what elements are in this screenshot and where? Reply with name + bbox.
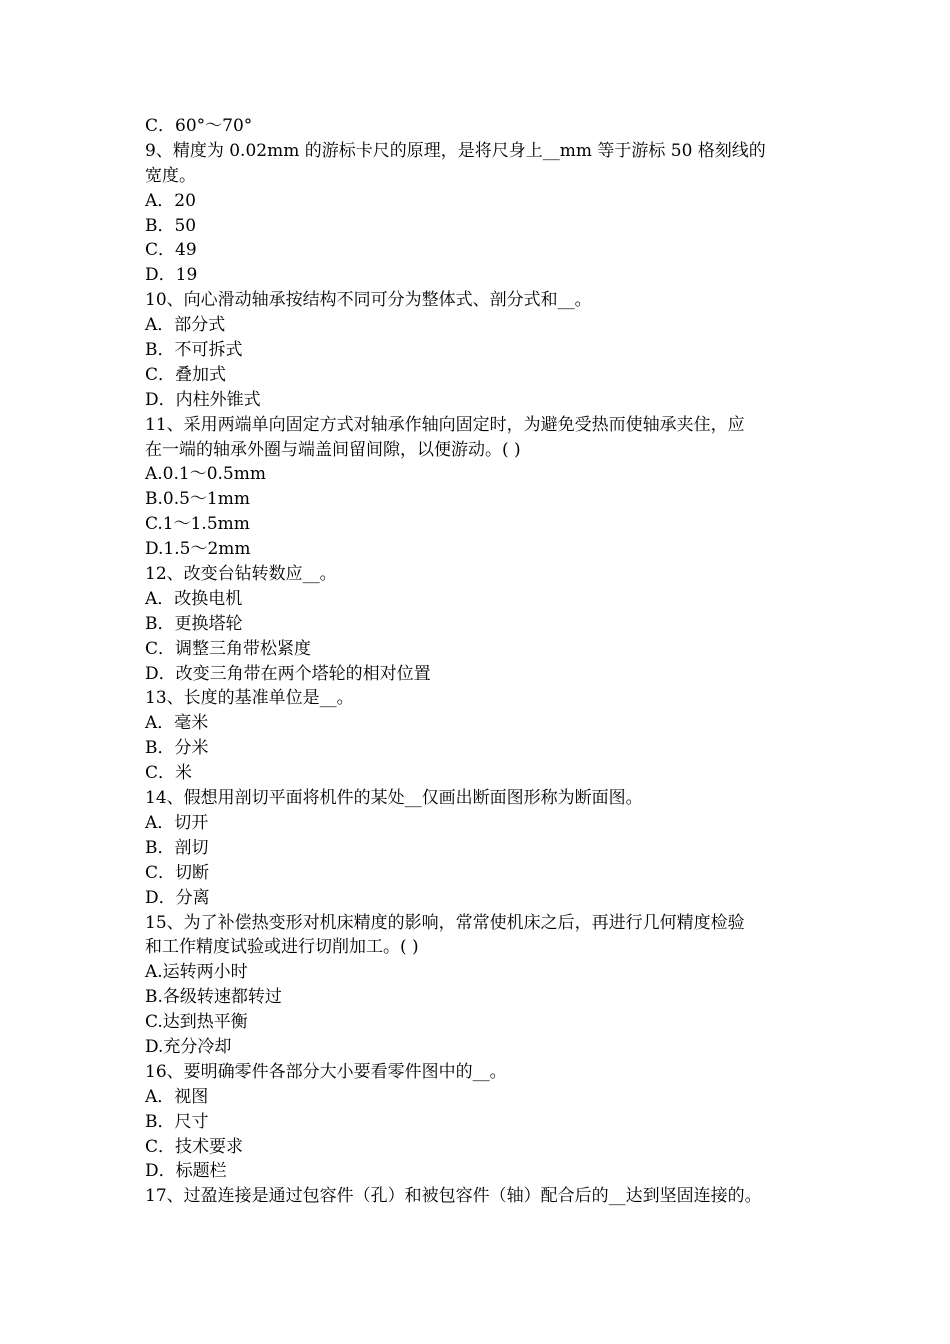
option-line: C．49: [145, 240, 197, 261]
document-page: [145, 114, 815, 1209]
answer-option: [145, 462, 815, 487]
option-line: B.0.5～1mm: [145, 489, 250, 510]
question-text: [145, 686, 815, 711]
answer-option: [145, 537, 815, 562]
option-line: C．米: [145, 763, 193, 784]
option-line: D．19: [145, 265, 198, 286]
answer-option: [145, 338, 815, 363]
question-line: 17、过盈连接是通过包容件（孔）和被包容件（轴）配合后的__达到坚固连接的。: [145, 1186, 762, 1207]
answer-option: [145, 861, 815, 886]
option-line: D．分离: [145, 887, 210, 908]
question-line: 12、改变台钻转数应__。: [145, 564, 337, 585]
option-line: C．60°～70°: [145, 116, 253, 136]
answer-option: [145, 960, 815, 985]
option-line: C．调整三角带松紧度: [145, 638, 312, 659]
option-line: B．剖切: [145, 837, 209, 858]
answer-option: [145, 388, 815, 413]
answer-option: [145, 985, 815, 1010]
answer-option: [145, 313, 815, 338]
answer-option: [145, 711, 815, 736]
answer-option: [145, 662, 815, 687]
answer-option: [145, 363, 815, 388]
question-line: 13、长度的基准单位是__。: [145, 688, 354, 709]
answer-option: [145, 1159, 815, 1184]
answer-option: [145, 1085, 815, 1110]
question-text: [145, 1060, 815, 1085]
answer-option: [145, 1010, 815, 1035]
answer-option: [145, 487, 815, 512]
answer-option: [145, 189, 815, 214]
answer-option: [145, 1135, 815, 1160]
option-line: B．更换塔轮: [145, 613, 243, 634]
option-line: C．切断: [145, 862, 210, 883]
answer-option: [145, 214, 815, 239]
answer-option: [145, 811, 815, 836]
question-line: 15、为了补偿热变形对机床精度的影响，常常使机床之后，再进行几何精度检验: [145, 912, 745, 933]
option-line: D．内柱外锥式: [145, 389, 261, 410]
option-line: A.运转两小时: [145, 962, 248, 983]
option-line: C.达到热平衡: [145, 1012, 248, 1033]
option-line: C.1～1.5mm: [145, 514, 250, 535]
answer-option: [145, 114, 815, 139]
answer-option: [145, 587, 815, 612]
option-line: D．标题栏: [145, 1161, 227, 1182]
question-text: [145, 139, 815, 189]
question-line: 11、采用两端单向固定方式对轴承作轴向固定时，为避免受热而使轴承夹住，应: [145, 414, 745, 435]
option-line: A.0.1～0.5mm: [145, 464, 266, 485]
answer-option: [145, 1035, 815, 1060]
answer-option: [145, 238, 815, 263]
answer-option: [145, 836, 815, 861]
answer-option: [145, 512, 815, 537]
question-line: 宽度。: [145, 165, 196, 186]
question-line: 14、假想用剖切平面将机件的某处__仅画出断面图形称为断面图。: [145, 788, 643, 809]
question-line: 在一端的轴承外圈与端盖间留间隙，以便游动。( ): [145, 439, 521, 460]
option-line: C．技术要求: [145, 1136, 244, 1157]
option-line: A．部分式: [145, 315, 226, 336]
question-line: 16、要明确零件各部分大小要看零件图中的__。: [145, 1061, 507, 1082]
option-line: A．20: [145, 190, 196, 211]
option-line: A．改换电机: [145, 588, 243, 609]
question-text: [145, 1184, 815, 1209]
option-line: D．改变三角带在两个塔轮的相对位置: [145, 663, 431, 684]
answer-option: [145, 761, 815, 786]
question-text: [145, 562, 815, 587]
option-line: C．叠加式: [145, 364, 227, 385]
option-line: A．视图: [145, 1086, 209, 1107]
option-line: B．50: [145, 215, 197, 236]
question-line: 9、精度为 0.02mm 的游标卡尺的原理，是将尺身上__mm 等于游标 50 格刻线的: [145, 140, 766, 161]
option-line: D.充分冷却: [145, 1036, 232, 1057]
answer-option: [145, 736, 815, 761]
question-line: 10、向心滑动轴承按结构不同可分为整体式、剖分式和__。: [145, 290, 592, 311]
question-text: [145, 288, 815, 313]
answer-option: [145, 637, 815, 662]
answer-option: [145, 886, 815, 911]
answer-option: [145, 263, 815, 288]
option-line: B.各级转速都转过: [145, 987, 282, 1008]
option-line: D.1.5～2mm: [145, 539, 251, 560]
question-text: [145, 911, 815, 961]
question-text: [145, 413, 815, 463]
option-line: B．尺寸: [145, 1111, 209, 1132]
question-text: [145, 786, 815, 811]
answer-option: [145, 1110, 815, 1135]
option-line: B．分米: [145, 738, 209, 759]
option-line: A．毫米: [145, 713, 209, 734]
answer-option: [145, 612, 815, 637]
question-line: 和工作精度试验或进行切削加工。( ): [145, 937, 419, 958]
option-line: A．切开: [145, 812, 209, 833]
option-line: B．不可拆式: [145, 340, 243, 361]
